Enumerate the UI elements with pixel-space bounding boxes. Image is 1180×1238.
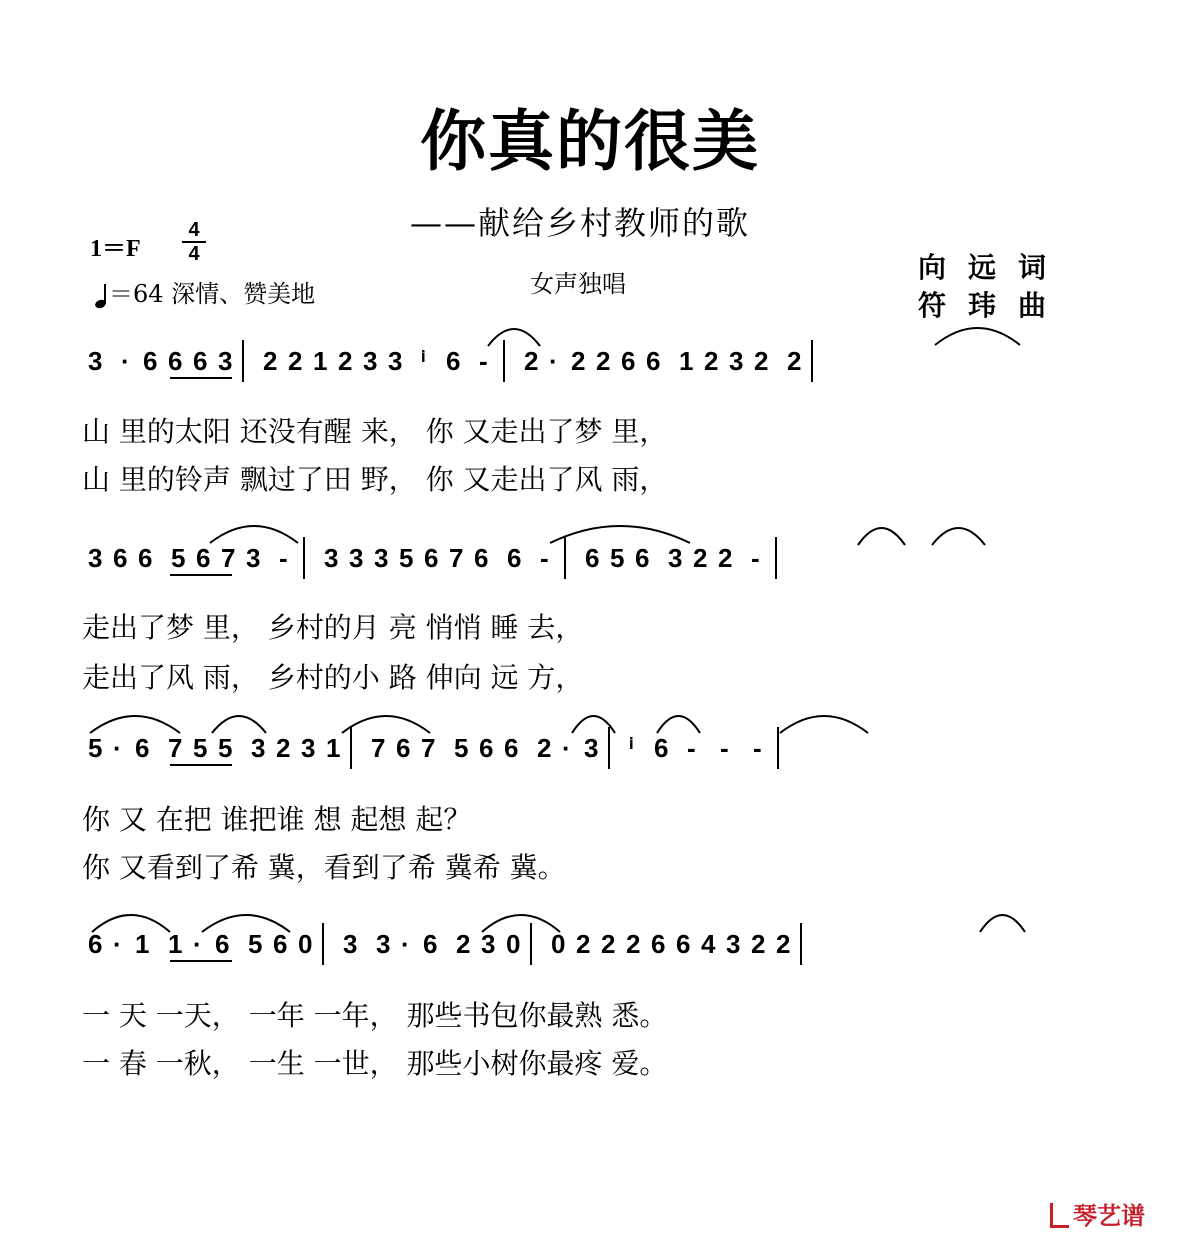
note-digit: 3 — [729, 346, 744, 376]
note-digit: 3 — [388, 346, 403, 376]
note-digit: 7 — [421, 733, 436, 763]
note-digit: 6 — [196, 543, 211, 573]
site-logo — [1050, 1196, 1145, 1231]
note-digit: 2 — [276, 733, 291, 763]
note-digit: 0 — [551, 929, 566, 959]
note-digit: 6 — [193, 346, 208, 376]
note-digit: 3 — [726, 929, 741, 959]
note-digit: 5 — [218, 733, 233, 763]
note-digit: 6 — [423, 929, 438, 959]
slur-mark — [550, 526, 690, 543]
note-digit: 1 — [135, 929, 150, 959]
note-digit: 5 — [88, 733, 103, 763]
note-digit: 1 — [168, 929, 183, 959]
note-digit: 7 — [449, 543, 464, 573]
note-digit: 7 — [371, 733, 386, 763]
performance-mode: 女声独唱 — [530, 270, 626, 298]
composer-credit: 符玮曲 — [918, 289, 1069, 322]
song-title: 你真的很美 — [420, 103, 760, 180]
note-digit: · — [549, 346, 558, 376]
note-digit: ⁱ — [629, 733, 634, 763]
note-digit: 2 — [288, 346, 303, 376]
slur-mark — [780, 716, 868, 733]
note-digit: 0 — [506, 929, 521, 959]
lyricist-credit: 向远词 — [918, 251, 1069, 284]
note-digit: 2 — [693, 543, 708, 573]
slur-mark — [935, 328, 1020, 345]
note-digit: 1 — [326, 733, 341, 763]
note-digit: · — [113, 733, 122, 763]
logo-mark-icon — [1050, 1203, 1069, 1228]
key-signature: 1＝F — [90, 236, 141, 262]
note-digit: 0 — [298, 929, 313, 959]
note-digit: 6 — [654, 733, 669, 763]
note-digit: 2 — [601, 929, 616, 959]
slur-mark — [488, 329, 540, 346]
note-digit: 6 — [396, 733, 411, 763]
note-digit: 3 — [349, 543, 364, 573]
note-digit: 3 — [343, 929, 358, 959]
note-digit: 3 — [301, 733, 316, 763]
note-digit: · — [193, 929, 202, 959]
note-digit: 5 — [248, 929, 263, 959]
note-digit: - — [540, 543, 549, 573]
note-digit: 4 — [701, 929, 716, 959]
note-digit: 6 — [113, 543, 128, 573]
note-digit: 6 — [138, 543, 153, 573]
note-digit: 2 — [787, 346, 802, 376]
note-digit: · — [401, 929, 410, 959]
note-digit: 2 — [571, 346, 586, 376]
slur-mark — [342, 716, 430, 733]
note-digit: - — [479, 346, 488, 376]
note-digit: 6 — [88, 929, 103, 959]
note-digit: 5 — [454, 733, 469, 763]
note-digit: 3 — [363, 346, 378, 376]
note-digit: 6 — [585, 543, 600, 573]
note-digit: 5 — [610, 543, 625, 573]
lyrics-row-2-verse-2: 走出了风 雨， 乡村的小 路 伸向 远 方， — [82, 661, 584, 694]
slur-mark — [92, 915, 170, 932]
note-digit: 2 — [704, 346, 719, 376]
note-digit: 6 — [424, 543, 439, 573]
note-digit: 6 — [651, 929, 666, 959]
note-digit: 3 — [218, 346, 233, 376]
note-digit: 1 — [679, 346, 694, 376]
note-digit: - — [720, 733, 729, 763]
note-digit: 3 — [668, 543, 683, 573]
note-digit: ⁱ — [421, 346, 426, 376]
note-digit: 3 — [251, 733, 266, 763]
note-digit: 3 — [324, 543, 339, 573]
note-digit: 2 — [537, 733, 552, 763]
note-digit: 2 — [263, 346, 278, 376]
note-digit: 3 — [376, 929, 391, 959]
note-digit: 6 — [507, 543, 522, 573]
note-digit: 5 — [399, 543, 414, 573]
slur-mark — [657, 716, 700, 733]
lyrics-row-1-verse-1: 山 里的太阳 还没有醒 来， 你 又走出了梦 里， — [82, 415, 668, 448]
slur-mark — [980, 915, 1025, 932]
slur-mark — [858, 528, 905, 545]
note-digit: 3 — [246, 543, 261, 573]
lyrics-row-3-verse-1: 你 又 在把 谁把谁 想 起想 起？ — [82, 803, 472, 836]
note-digit: 5 — [171, 543, 186, 573]
lyrics-row-1-verse-2: 山 里的铃声 飘过了田 野， 你 又走出了风 雨， — [82, 463, 668, 496]
note-digit: 6 — [168, 346, 183, 376]
note-digit: 3 — [88, 346, 103, 376]
note-digit: 6 — [215, 929, 230, 959]
lyrics-row-4-verse-1: 一 天 一天， 一年 一年， 那些书包你最熟 悉。 — [82, 999, 668, 1032]
note-digit: 6 — [446, 346, 461, 376]
note-digit: 6 — [479, 733, 494, 763]
time-signature-bottom: 4 — [188, 243, 200, 265]
note-digit: 2 — [338, 346, 353, 376]
note-digit: 3 — [481, 929, 496, 959]
tempo-text: ＝64 深情、赞美地 — [109, 280, 316, 308]
note-digit: 6 — [504, 733, 519, 763]
note-digit: - — [687, 733, 696, 763]
slur-mark — [212, 716, 266, 733]
note-digit: 2 — [751, 929, 766, 959]
note-digit: - — [279, 543, 288, 573]
note-digit: 7 — [168, 733, 183, 763]
note-digit: 6 — [273, 929, 288, 959]
note-digit: 2 — [524, 346, 539, 376]
lyrics-row-3-verse-2: 你 又看到了希 冀，看到了希 冀希 冀。 — [82, 851, 566, 884]
note-digit: 2 — [576, 929, 591, 959]
note-digit: 5 — [193, 733, 208, 763]
note-digit: 3 — [374, 543, 389, 573]
note-digit: 6 — [143, 346, 158, 376]
note-digit: 2 — [626, 929, 641, 959]
note-digit: 6 — [646, 346, 661, 376]
lyrics-row-4-verse-2: 一 春 一秋， 一生 一世， 那些小树你最疼 爱。 — [82, 1047, 668, 1080]
note-digit: 2 — [596, 346, 611, 376]
note-digit: 6 — [676, 929, 691, 959]
song-subtitle: ——献给乡村教师的歌 — [410, 204, 751, 242]
note-digit: 2 — [718, 543, 733, 573]
note-digit: 2 — [776, 929, 791, 959]
note-digit: 6 — [635, 543, 650, 573]
note-digit: - — [751, 543, 760, 573]
logo-text: 琴艺谱 — [1073, 1202, 1145, 1230]
note-digit: 2 — [754, 346, 769, 376]
note-digit: 6 — [621, 346, 636, 376]
time-signature-top: 4 — [188, 219, 200, 241]
note-digit: 6 — [474, 543, 489, 573]
note-digit: · — [121, 346, 130, 376]
note-digit: 7 — [221, 543, 236, 573]
note-digit: 2 — [456, 929, 471, 959]
note-digit: 3 — [584, 733, 599, 763]
note-digit: 1 — [313, 346, 328, 376]
note-digit: 3 — [88, 543, 103, 573]
slur-mark — [90, 716, 180, 733]
note-digit: 6 — [135, 733, 150, 763]
slur-mark — [210, 526, 298, 543]
note-digit: · — [562, 733, 571, 763]
note-digit: · — [113, 929, 122, 959]
note-digit: - — [753, 733, 762, 763]
slur-mark — [932, 528, 985, 545]
lyrics-row-2-verse-1: 走出了梦 里， 乡村的月 亮 悄悄 睡 去， — [82, 611, 584, 644]
